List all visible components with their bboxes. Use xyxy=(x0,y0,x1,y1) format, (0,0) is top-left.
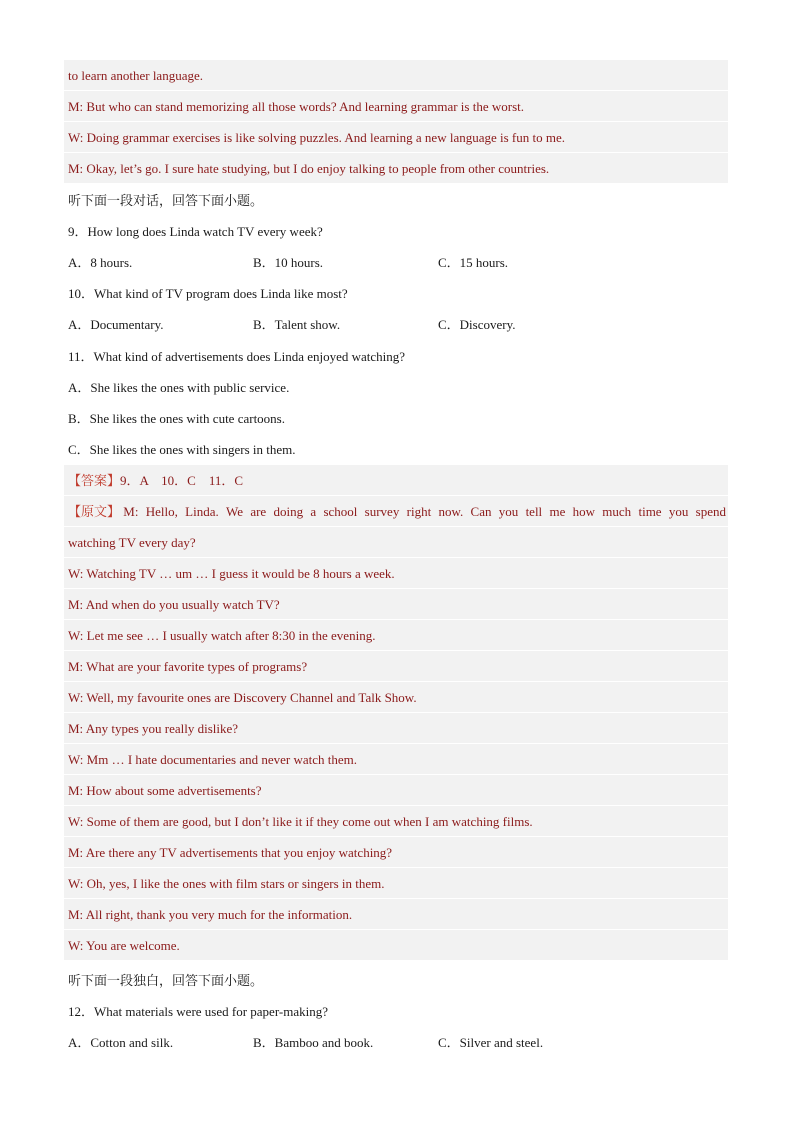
transcript-tag: 【原文】 xyxy=(68,504,121,519)
transcript-word: Linda. xyxy=(185,504,219,519)
transcript-line: W: Oh, yes, I like the ones with film stars or singers in them. xyxy=(64,868,728,899)
transcript-word: me xyxy=(549,504,566,519)
transcript-word: you xyxy=(668,504,689,519)
question-9: 9．How long does Linda watch TV every week? xyxy=(68,224,323,239)
transcript-continuation-block xyxy=(64,60,728,184)
transcript-line: M: Are there any TV advertisements that you enjoy watching? xyxy=(64,837,728,868)
transcript-line: to learn another language. xyxy=(64,60,728,91)
question-12: 12．What materials were used for paper-making? xyxy=(68,1004,328,1019)
answer-line xyxy=(64,465,728,496)
transcript-word: survey xyxy=(364,504,400,519)
transcript-word: spend xyxy=(695,504,726,519)
transcript-line: M: But who can stand memorizing all those words? And learning grammar is the worst. xyxy=(64,91,728,122)
transcript-line: W: Watching TV … um … I guess it would be 8 hours a week. xyxy=(64,558,728,589)
question-10: 10．What kind of TV program does Linda like most? xyxy=(68,286,348,301)
transcript-line: M: What are your favorite types of programs? xyxy=(64,651,728,682)
q9-option-a: A．8 hours. xyxy=(68,255,133,270)
transcript-word: time xyxy=(638,504,662,519)
transcript-word: you xyxy=(498,504,519,519)
transcript-line: W: Well, my favourite ones are Discovery Channel and Talk Show. xyxy=(64,682,728,713)
q9-option-c: C．15 hours. xyxy=(438,255,509,270)
transcript-first-line xyxy=(64,496,728,527)
instruction-monologue: 听下面一段独白，回答下面小题。 xyxy=(68,973,264,988)
transcript-word: tell xyxy=(525,504,543,519)
transcript-word: Can xyxy=(470,504,492,519)
transcript-word: school xyxy=(323,504,358,519)
transcript-word: now. xyxy=(438,504,464,519)
transcript-word: a xyxy=(310,504,317,519)
transcript-line: M: How about some advertisements? xyxy=(64,775,728,806)
transcript-line: W: Doing grammar exercises is like solving puzzles. And learning a new language is fun to me. xyxy=(64,122,728,153)
transcript-line: W: Mm … I hate documentaries and never watch them. xyxy=(64,744,728,775)
transcript-word: Hello, xyxy=(145,504,178,519)
q12-option-a: A．Cotton and silk. xyxy=(68,1035,174,1050)
transcript-word: doing xyxy=(273,504,304,519)
q10-option-b: B．Talent show. xyxy=(253,317,341,332)
q12-option-c: C．Silver and steel. xyxy=(438,1035,544,1050)
instruction-dialogue: 听下面一段对话，回答下面小题。 xyxy=(68,193,264,208)
transcript-word: much xyxy=(602,504,632,519)
transcript-line: W: Some of them are good, but I don’t like it if they come out when I am watching films. xyxy=(64,806,728,837)
transcript-line: W: You are welcome. xyxy=(64,930,728,961)
q11-option-b: B．She likes the ones with cute cartoons. xyxy=(68,411,285,426)
answer-transcript-block xyxy=(64,465,728,961)
answer-text: 9．A 10．C 11．C xyxy=(120,473,244,488)
transcript-line: watching TV every day? xyxy=(64,527,728,558)
transcript-line: M: All right, thank you very much for the information. xyxy=(64,899,728,930)
q11-option-a: A．She likes the ones with public service. xyxy=(68,380,290,395)
answer-tag: 【答案】 xyxy=(68,473,121,488)
transcript-line: M: And when do you usually watch TV? xyxy=(64,589,728,620)
transcript-line: W: Let me see … I usually watch after 8:30 in the evening. xyxy=(64,620,728,651)
transcript-word: M: xyxy=(123,504,139,519)
transcript-word: are xyxy=(250,504,267,519)
transcript-word: right xyxy=(406,504,432,519)
transcript-word: how xyxy=(572,504,596,519)
question-11: 11．What kind of advertisements does Linda enjoyed watching? xyxy=(68,349,406,364)
q12-option-b: B．Bamboo and book. xyxy=(253,1035,374,1050)
q11-option-c: C．She likes the ones with singers in them. xyxy=(68,442,296,457)
q10-option-c: C．Discovery. xyxy=(438,317,516,332)
q9-option-b: B．10 hours. xyxy=(253,255,324,270)
transcript-line: M: Okay, let’s go. I sure hate studying, but I do enjoy talking to people from other countries. xyxy=(64,153,728,184)
transcript-word: We xyxy=(226,504,244,519)
q10-option-a: A．Documentary. xyxy=(68,317,164,332)
transcript-line: M: Any types you really dislike? xyxy=(64,713,728,744)
